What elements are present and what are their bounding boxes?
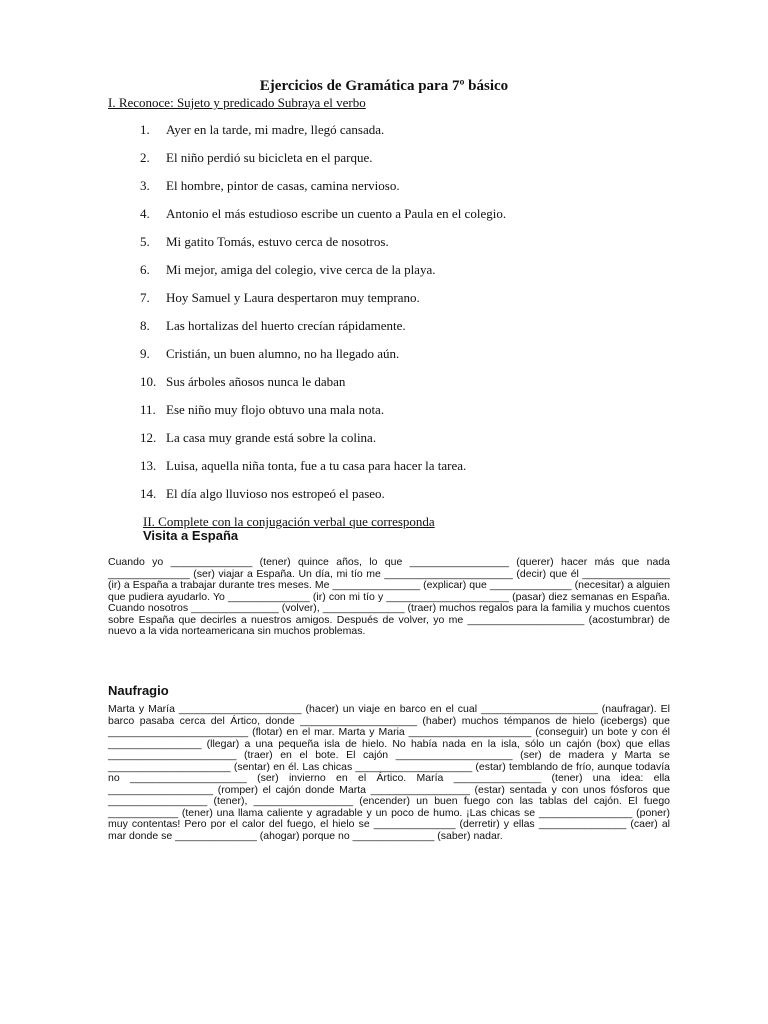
exercise-text: El niño perdió su bicicleta en el parque. <box>166 150 373 165</box>
exercise-item <box>140 150 506 178</box>
exercise-text: Ese niño muy flojo obtuvo una mala nota. <box>166 402 385 417</box>
exercise-item <box>140 178 506 206</box>
exercise-text: Antonio el más estudioso escribe un cuento a Paula en el colegio. <box>166 206 507 221</box>
story-text-naufragio: Marta y María _____________________ (hacer) un viaje en barco en el cual ____________________ (naufragar). El barco pasaba cerca del Ártico, donde ____________________ (haber) muchos témpanos de hielo (icebergs) que ________________________ (flotar) en el mar. Marta y Maria _____________________ (conseguir) un bote y con él ________________ (llegar) a una pequeña isla de hielo. No había nada en la isla, sólo un cajón (box) que ellas ______________________ (traer) en el bote. El cajón ____________________ (ser) de madera y Marta se _____________________ (sentar) en él. Las chicas ____________________ (estar) temblando de frío, aunque todavía no ____________________ (ser) invierno en el Ártico. María _______________ (tener) una idea: ella __________________ (romper) el cajón donde Marta _________________ (estar) sentada y con unos fósforos que _________________ (tener), _________________ (encender) un buen fuego con las tablas del cajón. El fuego ____________ (tener) una llama caliente y agradable y un poco de humo. ¡Las chicas se ________________ (poner) muy contentas! Pero por el calor del fuego, el hielo se ______________ (derretir) y ellas _______________ (caer) al mar donde se ______________ (ahogar) porque no ______________ (saber) nadar. <box>108 703 670 842</box>
exercise-text: Ayer en la tarde, mi madre, llegó cansada. <box>166 122 385 137</box>
exercise-text: El hombre, pintor de casas, camina nervioso. <box>166 178 400 193</box>
exercise-number: 12. <box>140 430 157 445</box>
exercise-text: Las hortalizas del huerto crecían rápidamente. <box>166 318 406 333</box>
exercise-item <box>140 486 506 514</box>
exercise-number: 6. <box>140 262 150 277</box>
exercise-number: 13. <box>140 458 157 473</box>
exercise-item <box>140 346 506 374</box>
exercise-item <box>140 374 506 402</box>
story-text-visita: Cuando yo ______________ (tener) quince años, lo que _________________ (querer) hacer más que nada ______________ (ser) viajar a España. Un día, mi tío me ______________________ (decir) que él _______________ (ir) a España a trabajar durante tres meses. Me _______________ (explicar) que ______________ (necesitar) a alguien que pudiera ayudarlo. Yo ______________ (ir) con mi tío y _____________________ (pasar) diez semanas en España. Cuando nosotros _______________ (volver), ______________ (traer) muchos regalos para la familia y muchos cuentos sobre España que decirles a nuestros amigos. Después de volver, yo me ____________________ (acostumbrar) de nuevo a la vida norteamericana sin muchos problemas. <box>108 556 670 637</box>
section-2-heading: II. Complete con la conjugación verbal que corresponda <box>143 514 435 529</box>
exercise-number: 3. <box>140 178 150 193</box>
exercise-item <box>140 262 506 290</box>
exercise-number: 5. <box>140 234 150 249</box>
exercise-item <box>140 122 506 150</box>
exercise-number: 1. <box>140 122 150 137</box>
exercise-number: 14. <box>140 486 157 501</box>
exercise-item <box>140 290 506 318</box>
exercise-list <box>140 122 506 514</box>
exercise-text: Cristián, un buen alumno, no ha llegado aún. <box>166 346 400 361</box>
exercise-text: Luisa, aquella niña tonta, fue a tu casa para hacer la tarea. <box>166 458 467 473</box>
exercise-item <box>140 234 506 262</box>
exercise-number: 8. <box>140 318 150 333</box>
exercise-text: Hoy Samuel y Laura despertaron muy temprano. <box>166 290 420 305</box>
exercise-number: 4. <box>140 206 150 221</box>
exercise-number: 9. <box>140 346 150 361</box>
exercise-number: 2. <box>140 150 150 165</box>
exercise-item <box>140 402 506 430</box>
story-title-visita: Visita a España <box>143 528 239 543</box>
exercise-number: 7. <box>140 290 150 305</box>
exercise-item <box>140 430 506 458</box>
story-title-naufragio: Naufragio <box>108 683 169 698</box>
exercise-text: Mi mejor, amiga del colegio, vive cerca de la playa. <box>166 262 436 277</box>
exercise-item <box>140 458 506 486</box>
exercise-number: 11. <box>140 402 156 417</box>
page-title: Ejercicios de Gramática para 7º básico <box>259 78 509 94</box>
exercise-text: Mi gatito Tomás, estuvo cerca de nosotros. <box>166 234 389 249</box>
exercise-number: 10. <box>140 374 157 389</box>
exercise-item <box>140 318 506 346</box>
section-1-heading: I. Reconoce: Sujeto y predicado Subraya el verbo <box>108 95 366 110</box>
exercise-text: Sus árboles añosos nunca le daban <box>166 374 346 389</box>
exercise-text: El día algo lluvioso nos estropeó el paseo. <box>166 486 385 501</box>
exercise-item <box>140 206 506 234</box>
exercise-text: La casa muy grande está sobre la colina. <box>166 430 377 445</box>
